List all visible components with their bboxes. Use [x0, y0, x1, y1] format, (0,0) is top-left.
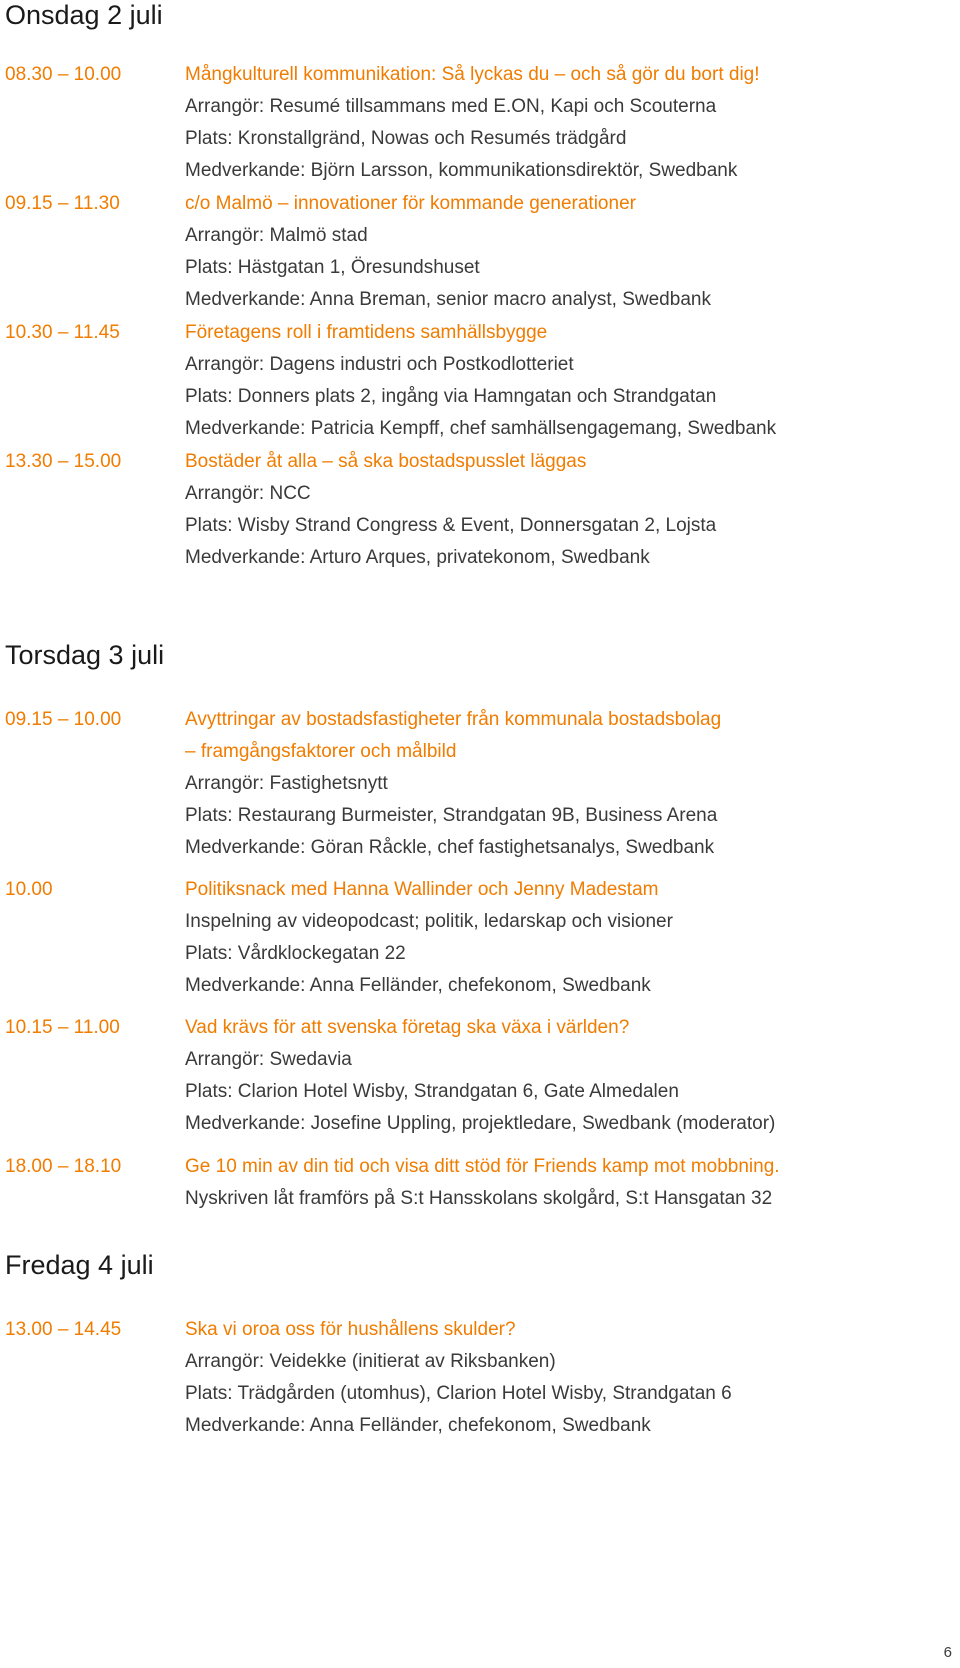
- event-description: Inspelning av videopodcast; politik, ledarskap och visioner: [185, 911, 673, 932]
- event-time: 09.15 – 11.30: [5, 193, 120, 214]
- event-participants: Medverkande: Anna Breman, senior macro analyst, Swedbank: [185, 289, 711, 310]
- event-title-continued: – framgångsfaktorer och målbild: [185, 741, 457, 762]
- event-location: Plats: Wisby Strand Congress & Event, Donnersgatan 2, Lojsta: [185, 515, 717, 536]
- event-location: Plats: Restaurang Burmeister, Strandgatan 9B, Business Arena: [185, 805, 718, 826]
- page-number: 6: [943, 1644, 952, 1661]
- event-participants: Medverkande: Anna Felländer, chefekonom, Swedbank: [185, 975, 651, 996]
- event-body: [185, 446, 915, 574]
- day-heading-friday: Fredag 4 juli: [5, 1250, 154, 1280]
- event-location: Plats: Hästgatan 1, Öresundshuset: [185, 257, 480, 278]
- event-body: [185, 188, 915, 316]
- event-organizer: Arrangör: Veidekke (initierat av Riksbanken): [185, 1351, 556, 1372]
- event-title: Avyttringar av bostadsfastigheter från kommunala bostadsbolag: [185, 709, 722, 730]
- event-time: 08.30 – 10.00: [5, 64, 122, 85]
- event-title: Företagens roll i framtidens samhällsbygge: [185, 322, 548, 343]
- event-title: Vad krävs för att svenska företag ska växa i världen?: [185, 1017, 630, 1038]
- event-time: 13.30 – 15.00: [5, 451, 122, 472]
- event-time: 09.15 – 10.00: [5, 709, 122, 730]
- day-heading-thursday: Torsdag 3 juli: [5, 640, 165, 670]
- event-participants: Medverkande: Björn Larsson, kommunikationsdirektör, Swedbank: [185, 160, 738, 181]
- event-title: Mångkulturell kommunikation: Så lyckas du – och så gör du bort dig!: [185, 64, 760, 85]
- event-participants: Medverkande: Patricia Kempff, chef samhällsengagemang, Swedbank: [185, 418, 777, 439]
- event-participants: Medverkande: Anna Felländer, chefekonom, Swedbank: [185, 1415, 651, 1436]
- event-body: [185, 317, 915, 445]
- event-organizer: Arrangör: NCC: [185, 483, 311, 504]
- event-organizer: Arrangör: Swedavia: [185, 1049, 352, 1070]
- event-participants: Medverkande: Arturo Arques, privatekonom, Swedbank: [185, 547, 650, 568]
- event-participants: Medverkande: Josefine Uppling, projektledare, Swedbank (moderator): [185, 1113, 776, 1134]
- event-location: Plats: Trädgården (utomhus), Clarion Hotel Wisby, Strandgatan 6: [185, 1383, 732, 1404]
- event-body: [185, 1012, 915, 1140]
- event-location: Plats: Vårdklockegatan 22: [185, 943, 406, 964]
- event-title: Ge 10 min av din tid och visa ditt stöd för Friends kamp mot mobbning.: [185, 1156, 780, 1177]
- event-location: Plats: Clarion Hotel Wisby, Strandgatan 6, Gate Almedalen: [185, 1081, 679, 1102]
- event-organizer: Arrangör: Dagens industri och Postkodlotteriet: [185, 354, 574, 375]
- event-time: 10.15 – 11.00: [5, 1017, 120, 1038]
- event-title: Ska vi oroa oss för hushållens skulder?: [185, 1319, 516, 1340]
- event-time: 13.00 – 14.45: [5, 1319, 122, 1340]
- event-title: Bostäder åt alla – så ska bostadspusslet läggas: [185, 451, 587, 472]
- event-body: [185, 874, 915, 1002]
- event-organizer: Arrangör: Malmö stad: [185, 225, 368, 246]
- event-description: Nyskriven låt framförs på S:t Hansskolans skolgård, S:t Hansgatan 32: [185, 1188, 773, 1209]
- event-body: [185, 1314, 915, 1442]
- day-heading-wednesday: Onsdag 2 juli: [5, 0, 163, 30]
- event-location: Plats: Kronstallgränd, Nowas och Resumés trädgård: [185, 128, 627, 149]
- event-location: Plats: Donners plats 2, ingång via Hamngatan och Strandgatan: [185, 386, 717, 407]
- event-title: Politiksnack med Hanna Wallinder och Jenny Madestam: [185, 879, 659, 900]
- event-time: 10.00: [5, 879, 53, 900]
- event-body: [185, 59, 915, 187]
- event-participants: Medverkande: Göran Råckle, chef fastighetsanalys, Swedbank: [185, 837, 715, 858]
- event-organizer: Arrangör: Resumé tillsammans med E.ON, Kapi och Scouterna: [185, 96, 717, 117]
- event-body: [185, 704, 915, 864]
- event-organizer: Arrangör: Fastighetsnytt: [185, 773, 388, 794]
- event-time: 18.00 – 18.10: [5, 1156, 122, 1177]
- event-title: c/o Malmö – innovationer för kommande generationer: [185, 193, 636, 214]
- event-body: [185, 1151, 915, 1215]
- event-time: 10.30 – 11.45: [5, 322, 120, 343]
